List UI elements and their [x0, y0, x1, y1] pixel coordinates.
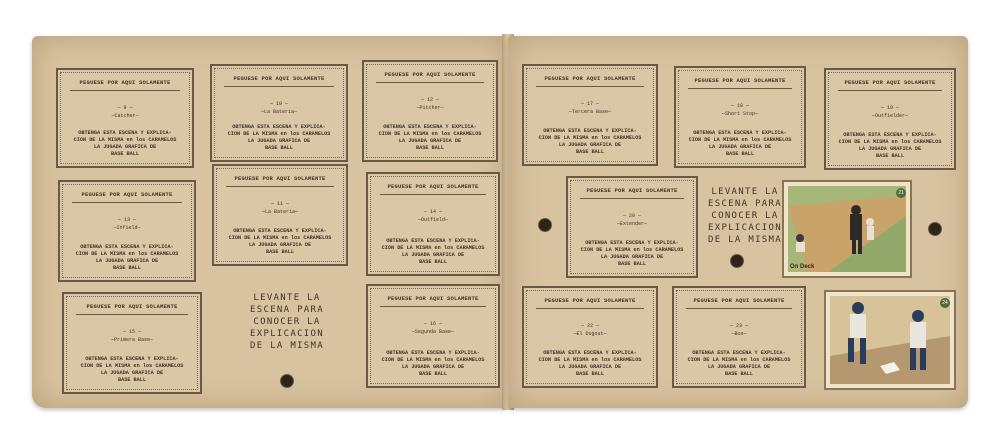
slot-caption: OBTENGA ESTA ESCENA Y EXPLICA- CION DE LA MISMA en los CARAMELOS LA JUGADA GRAFICA DE BASE BALL [381, 350, 485, 377]
slot-caption: OBTENGA ESTA ESCENA Y EXPLICA- CION DE LA MISMA en los CARAMELOS LA JUGADA GRAFICA DE BASE BALL [80, 356, 184, 383]
card-caption: On Deck [790, 264, 815, 270]
card-slot [212, 164, 348, 266]
card-slot [522, 286, 658, 388]
slot-header: PEGUESE POR AQUI SOLAMENTE [79, 79, 171, 86]
punch-hole [928, 222, 942, 236]
slot-caption: OBTENGA ESTA ESCENA Y EXPLICA- CION DE LA MISMA en los CARAMELOS LA JUGADA GRAFICA DE BASE BALL [75, 244, 179, 271]
slot-position: —Tercera Base— [568, 109, 611, 115]
slot-caption: OBTENGA ESTA ESCENA Y EXPLICA- CION DE LA MISMA en los CARAMELOS LA JUGADA GRAFICA DE BASE BALL [687, 350, 791, 377]
slot-position: —Outfield— [417, 217, 448, 223]
punch-hole [280, 374, 294, 388]
slot-position: —Outfielder— [871, 113, 908, 119]
slot-number: — 9 — [117, 105, 133, 111]
punch-hole [538, 218, 552, 232]
card-slot [824, 68, 956, 170]
slot-number: — 20 — [622, 213, 641, 219]
slot-header: PEGUESE POR AQUI SOLAMENTE [544, 75, 636, 82]
slot-header: PEGUESE POR AQUI SOLAMENTE [234, 175, 326, 182]
card-slot [522, 64, 658, 166]
baseball-card-on-deck [782, 180, 912, 278]
slot-caption: OBTENGA ESTA ESCENA Y EXPLICA- CION DE LA MISMA en los CARAMELOS LA JUGADA GRAFICA DE BASE BALL [838, 132, 942, 159]
slot-number: — 15 — [122, 329, 141, 335]
slot-number: — 16 — [423, 321, 442, 327]
slot-header: PEGUESE POR AQUI SOLAMENTE [233, 75, 325, 82]
slot-header: PEGUESE POR AQUI SOLAMENTE [384, 71, 476, 78]
slot-caption: OBTENGA ESTA ESCENA Y EXPLICA- CION DE LA MISMA en los CARAMELOS LA JUGADA GRAFICA DE BASE BALL [538, 350, 642, 377]
slot-caption: OBTENGA ESTA ESCENA Y EXPLICA- CION DE LA MISMA en los CARAMELOS LA JUGADA GRAFICA DE BASE BALL [580, 240, 684, 267]
slot-caption: OBTENGA ESTA ESCENA Y EXPLICA- CION DE LA MISMA en los CARAMELOS LA JUGADA GRAFICA DE BASE BALL [688, 130, 792, 157]
card-slot [566, 176, 698, 278]
slot-caption: OBTENGA ESTA ESCENA Y EXPLICA- CION DE LA MISMA en los CARAMELOS LA JUGADA GRAFICA DE BASE BALL [228, 228, 332, 255]
slot-number: — 11 — [270, 201, 289, 207]
card-illustration [788, 186, 906, 272]
lift-scene-banner-right: LEVANTE LA ESCENA PARA CONOCER LA EXPLICACION DE LA MISMA [708, 187, 782, 245]
slot-header: PEGUESE POR AQUI SOLAMENTE [844, 79, 936, 86]
card-slot [672, 286, 806, 388]
slot-header: PEGUESE POR AQUI SOLAMENTE [81, 191, 173, 198]
slot-number: — 23 — [729, 323, 748, 329]
sticker-album [12, 28, 988, 413]
slot-header: PEGUESE POR AQUI SOLAMENTE [387, 295, 479, 302]
slot-position: —Infield— [113, 225, 141, 231]
slot-position: —Pitcher— [416, 105, 444, 111]
slot-number: — 10 — [269, 101, 288, 107]
slot-position: —Short Stop— [721, 111, 758, 117]
slot-number: — 17 — [580, 101, 599, 107]
slot-caption: OBTENGA ESTA ESCENA Y EXPLICA- CION DE LA MISMA en los CARAMELOS LA JUGADA GRAFICA DE BASE BALL [73, 130, 177, 157]
slot-position: —Box— [731, 331, 747, 337]
slot-number: — 12 — [420, 97, 439, 103]
slot-header: PEGUESE POR AQUI SOLAMENTE [693, 297, 785, 304]
card-slot [674, 66, 806, 168]
slot-position: —La Bateria— [260, 109, 297, 115]
slot-caption: OBTENGA ESTA ESCENA Y EXPLICA- CION DE LA MISMA en los CARAMELOS LA JUGADA GRAFICA DE BASE BALL [538, 128, 642, 155]
slot-position: —Segunda Base— [411, 329, 454, 335]
slot-header: PEGUESE POR AQUI SOLAMENTE [86, 303, 178, 310]
slot-caption: OBTENGA ESTA ESCENA Y EXPLICA- CION DE LA MISMA en los CARAMELOS LA JUGADA GRAFICA DE BASE BALL [378, 124, 482, 151]
punch-hole [730, 254, 744, 268]
slot-caption: OBTENGA ESTA ESCENA Y EXPLICA- CION DE LA MISMA en los CARAMELOS LA JUGADA GRAFICA DE BASE BALL [227, 124, 331, 151]
card-slot [366, 172, 500, 276]
card-number-badge: 24 [940, 298, 950, 308]
slot-header: PEGUESE POR AQUI SOLAMENTE [544, 297, 636, 304]
lift-scene-banner-left: LEVANTE LA ESCENA PARA CONOCER LA EXPLICACION DE LA MISMA [250, 293, 324, 351]
slot-header: PEGUESE POR AQUI SOLAMENTE [694, 77, 786, 84]
card-slot [210, 64, 348, 162]
card-illustration [830, 296, 950, 384]
slot-number: — 13 — [117, 217, 136, 223]
card-slot [58, 180, 196, 282]
slot-position: —Extender— [616, 221, 647, 227]
slot-caption: OBTENGA ESTA ESCENA Y EXPLICA- CION DE LA MISMA en los CARAMELOS LA JUGADA GRAFICA DE BASE BALL [381, 238, 485, 265]
card-slot [56, 68, 194, 168]
slot-position: —Catcher— [111, 113, 139, 119]
slot-number: — 22 — [580, 323, 599, 329]
slot-position: —Primera Base— [110, 337, 153, 343]
card-slot [366, 284, 500, 388]
slot-position: —El Dugout— [573, 331, 607, 337]
slot-number: — 18 — [730, 103, 749, 109]
slot-position: —La Bateria— [261, 209, 298, 215]
slot-number: — 19 — [880, 105, 899, 111]
slot-number: — 14 — [423, 209, 442, 215]
card-slot [62, 292, 202, 394]
slot-header: PEGUESE POR AQUI SOLAMENTE [387, 183, 479, 190]
card-number-badge: 21 [896, 188, 906, 198]
card-slot [362, 60, 498, 162]
baseball-card-play [824, 290, 956, 390]
slot-header: PEGUESE POR AQUI SOLAMENTE [586, 187, 678, 194]
